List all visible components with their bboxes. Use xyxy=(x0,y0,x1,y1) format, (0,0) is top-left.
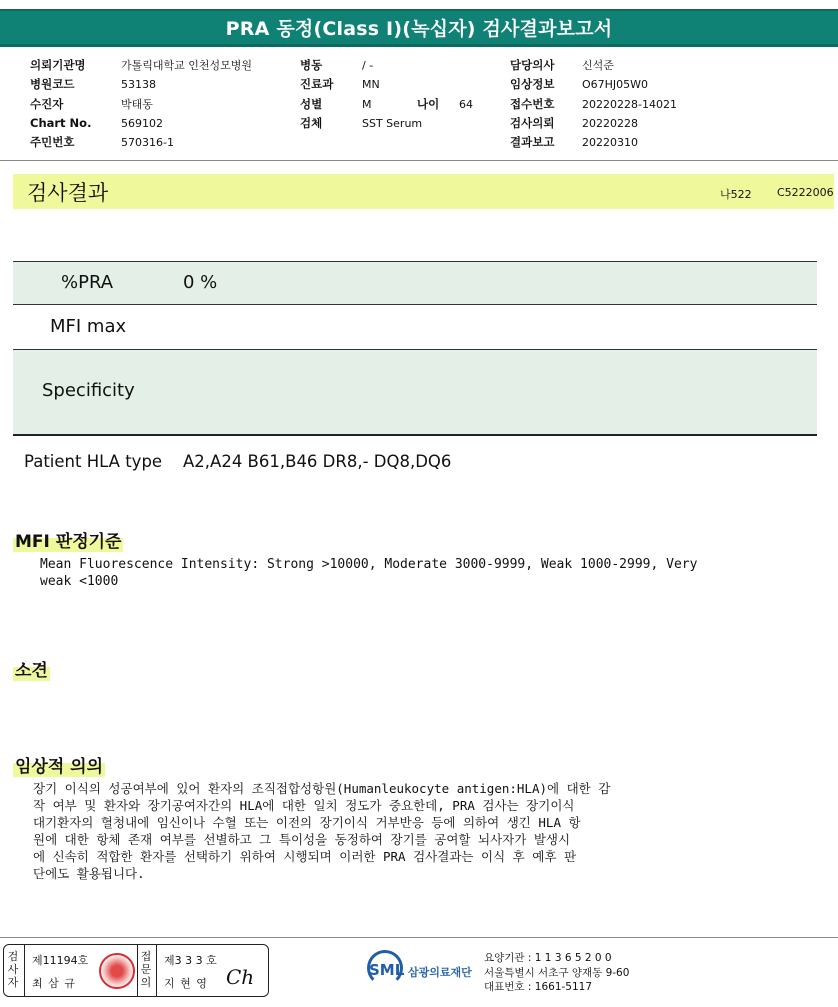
examiner-vertical-label: 검 사 자 xyxy=(7,950,19,989)
age-label: 나이 xyxy=(417,96,440,111)
info-value: 570316-1 xyxy=(121,136,174,150)
info-value: O67HJ05W0 xyxy=(582,78,649,92)
mfi-max-row xyxy=(13,305,817,350)
patient-hla-row xyxy=(24,452,452,471)
header-divider xyxy=(0,160,838,161)
info-value: / - xyxy=(362,59,374,72)
info-value: SST Serum xyxy=(362,116,423,130)
report-title: PRA 동정(Class I)(녹십자) 검사결과보고서 xyxy=(225,18,613,40)
findings-heading: 소견 xyxy=(13,656,50,681)
confirmer-name: 지 현 영 xyxy=(164,977,208,990)
signature-mark: Ch xyxy=(226,965,255,989)
signature-divider xyxy=(137,945,138,996)
info-row xyxy=(30,114,252,133)
info-value: 박태동 xyxy=(121,97,153,111)
results-code-2: C5222006 xyxy=(777,186,834,199)
info-label: 검체 xyxy=(300,115,323,130)
info-row xyxy=(30,56,252,75)
info-label: 병원코드 xyxy=(30,77,75,92)
mfi-criteria-heading: MFI 판정기준 xyxy=(13,527,123,552)
seal-stamp-icon xyxy=(99,953,135,989)
specificity-label: Specificity xyxy=(42,380,135,401)
info-value: 가톨릭대학교 인천성모병원 xyxy=(121,59,253,72)
age-value: 64 xyxy=(459,97,473,111)
info-label: 담당의사 xyxy=(510,58,555,72)
info-value: 20220310 xyxy=(582,136,638,150)
pra-row xyxy=(13,261,817,305)
info-row xyxy=(510,95,677,114)
confirmer-vertical-label: 접 문 의 xyxy=(140,950,152,989)
info-row xyxy=(300,114,473,133)
mfi-max-label: MFI max xyxy=(50,316,127,337)
info-value: 20220228-14021 xyxy=(582,97,677,111)
info-column-3 xyxy=(510,56,677,152)
info-label: 의뢰기관명 xyxy=(30,58,86,72)
info-label: 병동 xyxy=(300,58,323,72)
info-value: 53138 xyxy=(121,78,156,92)
hla-value: A2,A24 B61,B46 DR8,- DQ8,DQ6 xyxy=(183,452,452,471)
mfi-criteria-text: Mean Fluorescence Intensity: Strong >10000, Moderate 3000-9999, Weak 1000-2999, Very weak <1000 xyxy=(40,557,698,589)
info-row xyxy=(30,95,252,114)
sml-org-name: 삼광의료재단 xyxy=(408,966,472,979)
org-info-line: 대표번호 : 1661-5117 xyxy=(484,981,593,993)
info-row xyxy=(510,114,677,133)
specificity-row xyxy=(13,350,817,436)
info-label: 성별 xyxy=(300,96,323,111)
info-value: M xyxy=(362,97,372,111)
info-column-1 xyxy=(30,56,252,152)
info-label: 접수번호 xyxy=(510,96,555,111)
confirmer-license: 제3 3 3 호 xyxy=(164,954,217,967)
pra-label: %PRA xyxy=(61,272,114,293)
info-row xyxy=(300,95,473,114)
hla-label: Patient HLA type xyxy=(24,452,163,471)
signature-divider xyxy=(156,945,157,996)
signature-box xyxy=(3,944,269,997)
info-row xyxy=(510,133,677,152)
info-row xyxy=(510,75,677,94)
org-info-line: 요양기관 : 1 1 3 6 5 2 0 0 xyxy=(484,952,612,964)
info-value: 신석준 xyxy=(582,59,614,72)
info-label: 주민번호 xyxy=(30,135,75,150)
clinical-significance-heading: 임상적 의의 xyxy=(13,752,105,777)
sml-logo-text: SML xyxy=(369,961,405,979)
info-label: Chart No. xyxy=(30,115,92,130)
info-label: 검사의뢰 xyxy=(510,115,555,130)
pra-value: 0 % xyxy=(183,272,218,293)
results-section-title: 검사결과 xyxy=(27,181,109,205)
info-label: 임상정보 xyxy=(510,77,555,92)
examiner-license: 제11194호 xyxy=(32,954,89,967)
clinical-significance-text: 장기 이식의 성공여부에 있어 환자의 조직접합성항원(Humanleukocyte antigen:HLA)에 대한 감 작 여부 및 환자와 장기공여자간의 HLA에 대한 일치 정도가 중요한데, PRA 검사는 장기이식 대기환자의 혈청내에 임신이나 수혈 또는 이전의 장기이식 거부반응 등에 의하여 생긴 HLA 항 원에 대한 항체 존재 여부를 선별하고 그 특이성을 동정하여 장기를 공여할 뇌사자가 발생시 에 신속히 적합한 환자를 선택하기 위하여 시행되며 이러한 PRA 검사결과는 이식 후 예후 판 단에도 활용됩니다. xyxy=(33,781,611,881)
info-row xyxy=(300,56,473,75)
info-value: 20220228 xyxy=(582,116,638,130)
info-column-2 xyxy=(300,56,473,133)
org-info-line: 서울특별시 서초구 양재동 9-60 xyxy=(484,966,630,979)
info-row xyxy=(300,75,473,94)
info-value: MN xyxy=(362,78,380,92)
info-label: 결과보고 xyxy=(510,135,555,150)
report-title-bar xyxy=(0,9,838,47)
results-code-1: 나522 xyxy=(720,188,752,201)
results-section-header xyxy=(13,174,834,209)
info-row xyxy=(30,133,252,152)
footer-divider xyxy=(0,937,838,938)
org-info xyxy=(484,951,629,995)
examiner-name: 최 삼 규 xyxy=(32,977,76,990)
signature-divider xyxy=(24,945,25,996)
info-row xyxy=(30,75,252,94)
info-label: 수진자 xyxy=(30,96,64,111)
info-value: 569102 xyxy=(121,116,163,130)
info-row xyxy=(510,56,677,75)
info-label: 진료과 xyxy=(300,77,334,92)
